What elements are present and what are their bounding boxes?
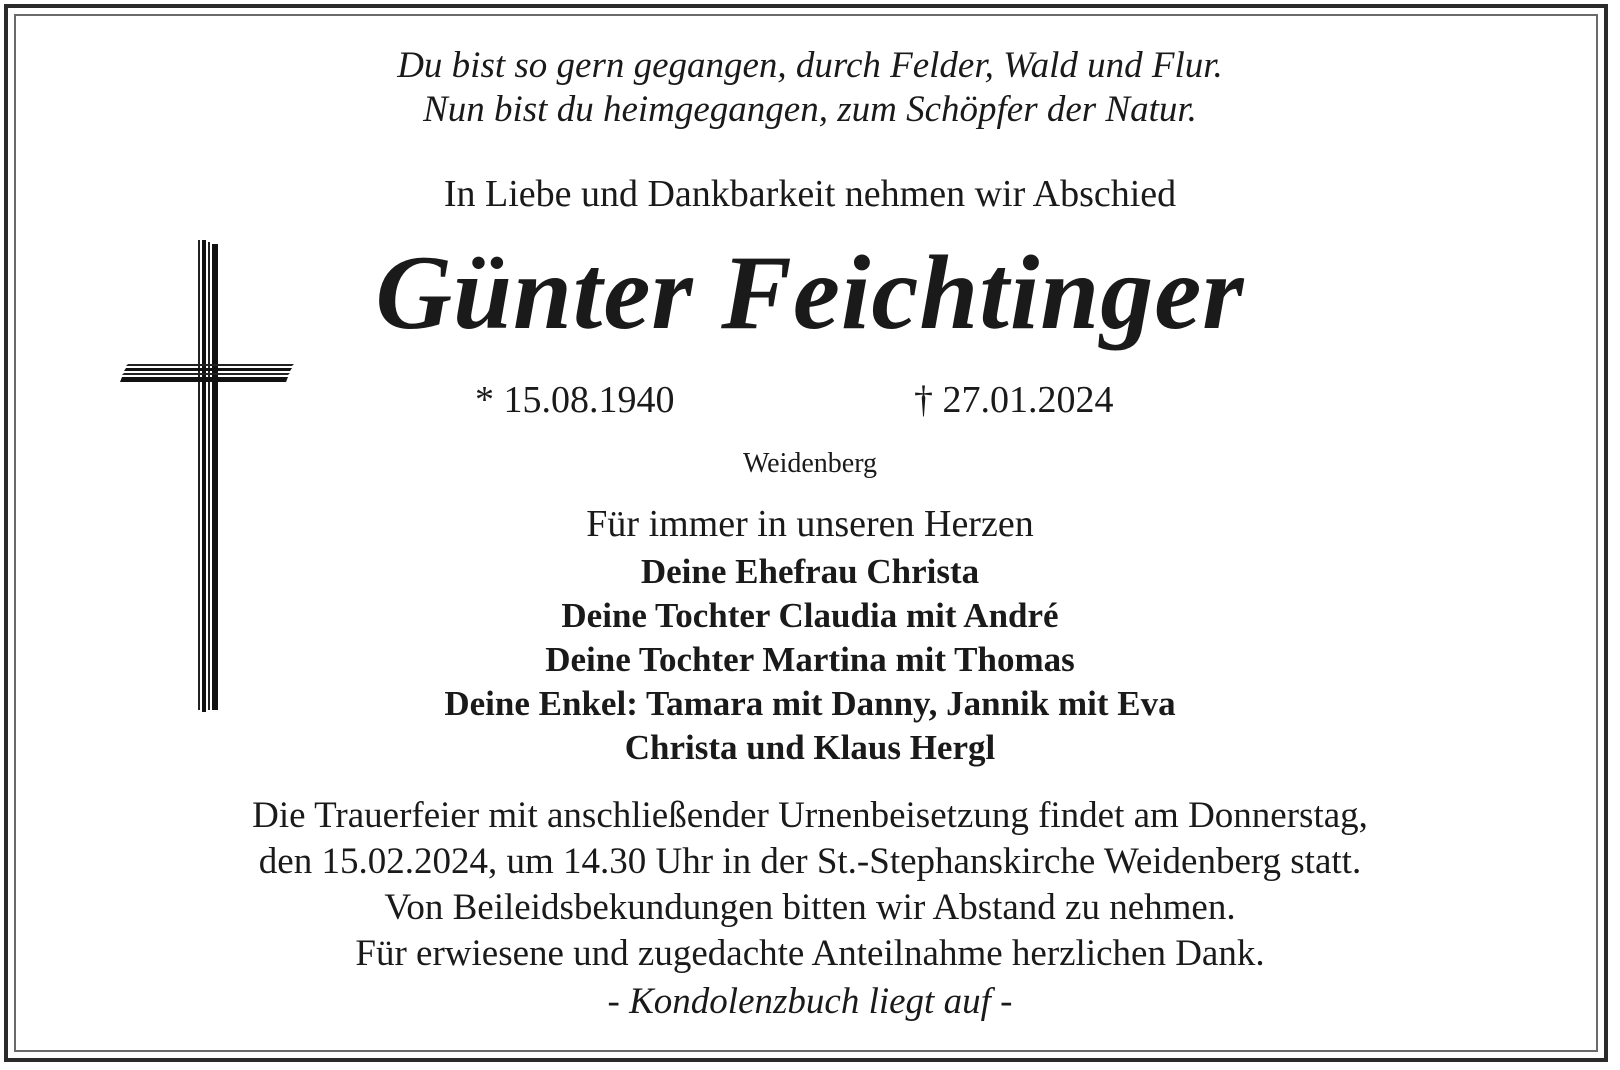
verse-line-2: Nun bist du heimgegangen, zum Schöpfer der Natur. — [423, 89, 1197, 130]
condolence-note: - Kondolenzbuch liegt auf - — [607, 981, 1013, 1022]
mourner-line: Christa und Klaus Hergl — [624, 728, 996, 767]
service-info-line: Von Beileidsbekundungen bitten wir Abstand zu nehmen. — [384, 887, 1236, 928]
deceased-name: Günter Feichtinger — [375, 234, 1245, 351]
service-info-line: Für erwiesene und zugedachte Anteilnahme herzlichen Dank. — [355, 933, 1265, 974]
death-date: † 27.01.2024 — [914, 379, 1114, 421]
mourner-line: Deine Enkel: Tamara mit Danny, Jannik mit Eva — [444, 684, 1176, 723]
service-info-line: den 15.02.2024, um 14.30 Uhr in der St.-Stephanskirche Weidenberg statt. — [258, 841, 1362, 882]
residence-place: Weidenberg — [742, 448, 878, 479]
birth-date: * 15.08.1940 — [475, 379, 675, 421]
mourner-line: Deine Tochter Martina mit Thomas — [545, 640, 1075, 679]
farewell-intro: In Liebe und Dankbarkeit nehmen wir Abschied — [443, 173, 1177, 215]
service-info-line: Die Trauerfeier mit anschließender Urnenbeisetzung findet am Donnerstag, — [252, 795, 1368, 836]
mourner-line: Deine Tochter Claudia mit André — [561, 596, 1059, 635]
mourner-line: Deine Ehefrau Christa — [640, 552, 980, 591]
verse-line-1: Du bist so gern gegangen, durch Felder, Wald und Flur. — [397, 45, 1223, 86]
closing-phrase: Für immer in unseren Herzen — [586, 503, 1034, 545]
